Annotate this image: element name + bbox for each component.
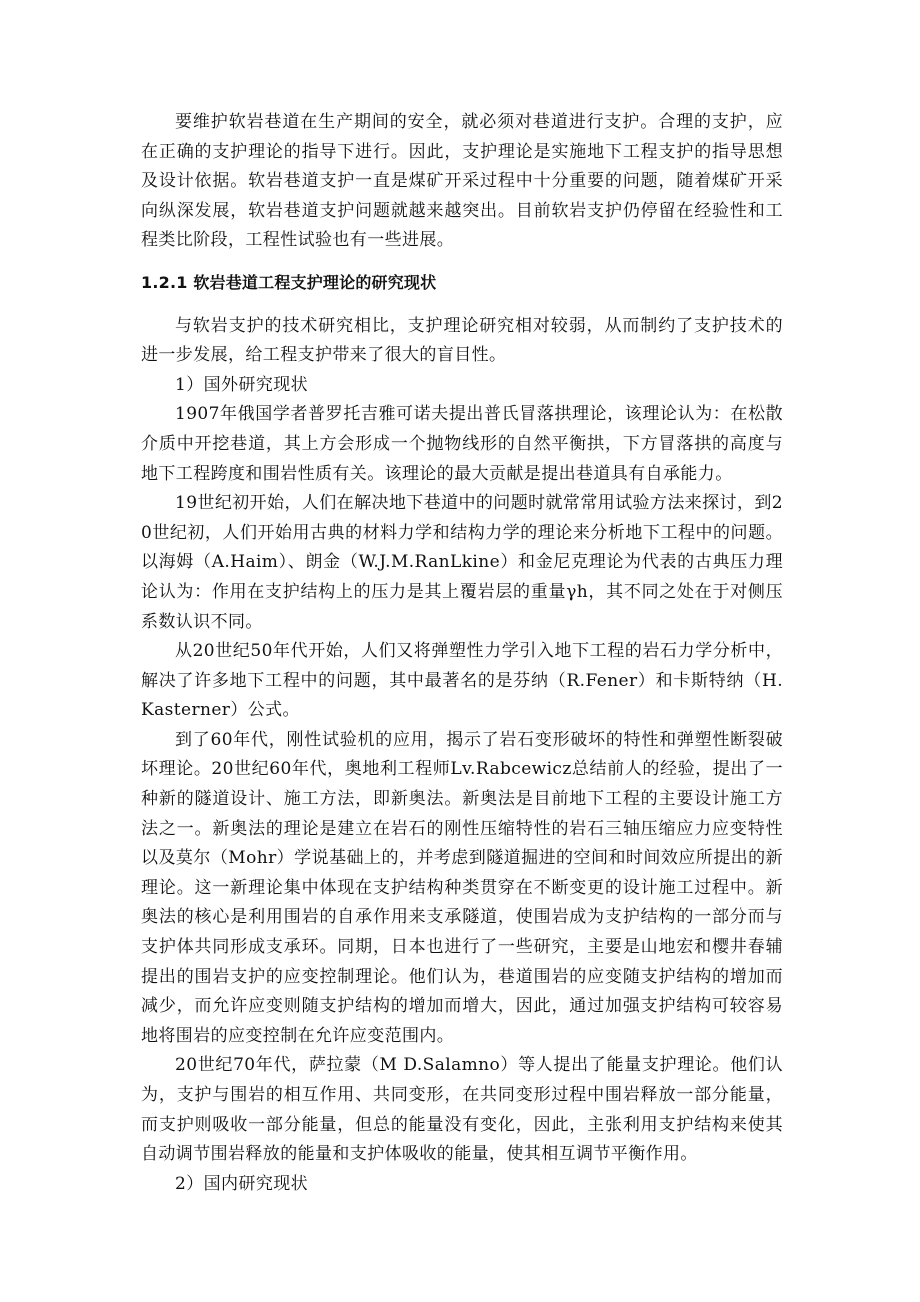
section-heading: 1.2.1 软岩巷道工程支护理论的研究现状 — [141, 272, 437, 292]
paragraph-elastoplastic: 从20世纪50年代开始，人们又将弹塑性力学引入地下工程的岩石力学分析中，解决了许多地下工程中的问题，其中最著名的是芬纳（R.Fener）和卡斯特纳（H.Kasterner）公式。 — [141, 641, 783, 721]
paragraph-classical-pressure: 19世纪初开始，人们在解决地下巷道中的问题时就常常用试验方法来探讨，到20世纪初，人们开始用古典的材料力学和结构力学的理论来分析地下工程中的问题。以海姆（A.Haim）、朗金（W.J.M.RanLkine）和金尼克理论为代表的古典压力理论认为：作用在支护结构上的压力是其上覆岩层的重量γh，其不同之处在于对侧压系数认识不同。 — [141, 493, 783, 632]
subheading-foreign-research: 1）国外研究现状 — [175, 374, 309, 395]
intro-paragraph: 要维护软岩巷道在生产期间的安全，就必须对巷道进行支护。合理的支护，应在正确的支护理论的指导下进行。因此，支护理论是实施地下工程支护的指导思想及设计依据。软岩巷道支护一直是煤矿开采过程中十分重要的问题，随着煤矿开采向纵深发展，软岩巷道支护问题就越来越突出。目前软岩支护仍停留在经验性和工程类比阶段，工程性试验也有一些进展。 — [141, 112, 783, 251]
section-intro-paragraph: 与软岩支护的技术研究相比，支护理论研究相对较弱，从而制约了支护技术的进一步发展，给工程支护带来了很大的盲目性。 — [141, 315, 783, 366]
subheading-domestic-research: 2）国内研究现状 — [175, 1173, 309, 1194]
paragraph-natm: 到了60年代，刚性试验机的应用，揭示了岩石变形破坏的特性和弹塑性断裂破坏理论。20世纪60年代，奥地利工程师Lv.Rabcewicz总结前人的经验，提出了一种新的隧道设计、施工方法，即新奥法。新奥法是目前地下工程的主要设计施工方法之一。新奥法的理论是建立在岩石的刚性压缩特性的岩石三轴压缩应力应变特性以及莫尔（Mohr）学说基础上的，并考虑到隧道掘进的空间和时间效应所提出的新理论。这一新理论集中体现在支护结构种类贯穿在不断变更的设计施工过程中。新奥法的核心是利用围岩的自承作用来支承隧道，使围岩成为支护结构的一部分而与支护体共同形成支承环。同期，日本也进行了一些研究，主要是山地宏和樱井春辅提出的围岩支护的应变控制理论。他们认为，巷道围岩的应变随支护结构的增加而减少，而允许应变则随支护结构的增加而增大，因此，通过加强支护结构可较容易地将围岩的应变控制在允许应变范围内。 — [141, 729, 783, 1046]
paragraph-energy-theory: 20世纪70年代，萨拉蒙（M D.Salamno）等人提出了能量支护理论。他们认为，支护与围岩的相互作用、共同变形，在共同变形过程中围岩释放一部分能量，而支护则吸收一部分能量，但总的能量没有变化，因此，主张利用支护结构来使其自动调节围岩释放的能量和支护体吸收的能量，使其相互调节平衡作用。 — [141, 1055, 783, 1165]
paragraph-proto: 1907年俄国学者普罗托吉雅可诺夫提出普氏冒落拱理论，该理论认为：在松散介质中开挖巷道，其上方会形成一个抛物线形的自然平衡拱，下方冒落拱的高度与地下工程跨度和围岩性质有关。该理论的最大贡献是提出巷道具有自承能力。 — [141, 404, 783, 484]
document-page — [141, 108, 783, 1199]
